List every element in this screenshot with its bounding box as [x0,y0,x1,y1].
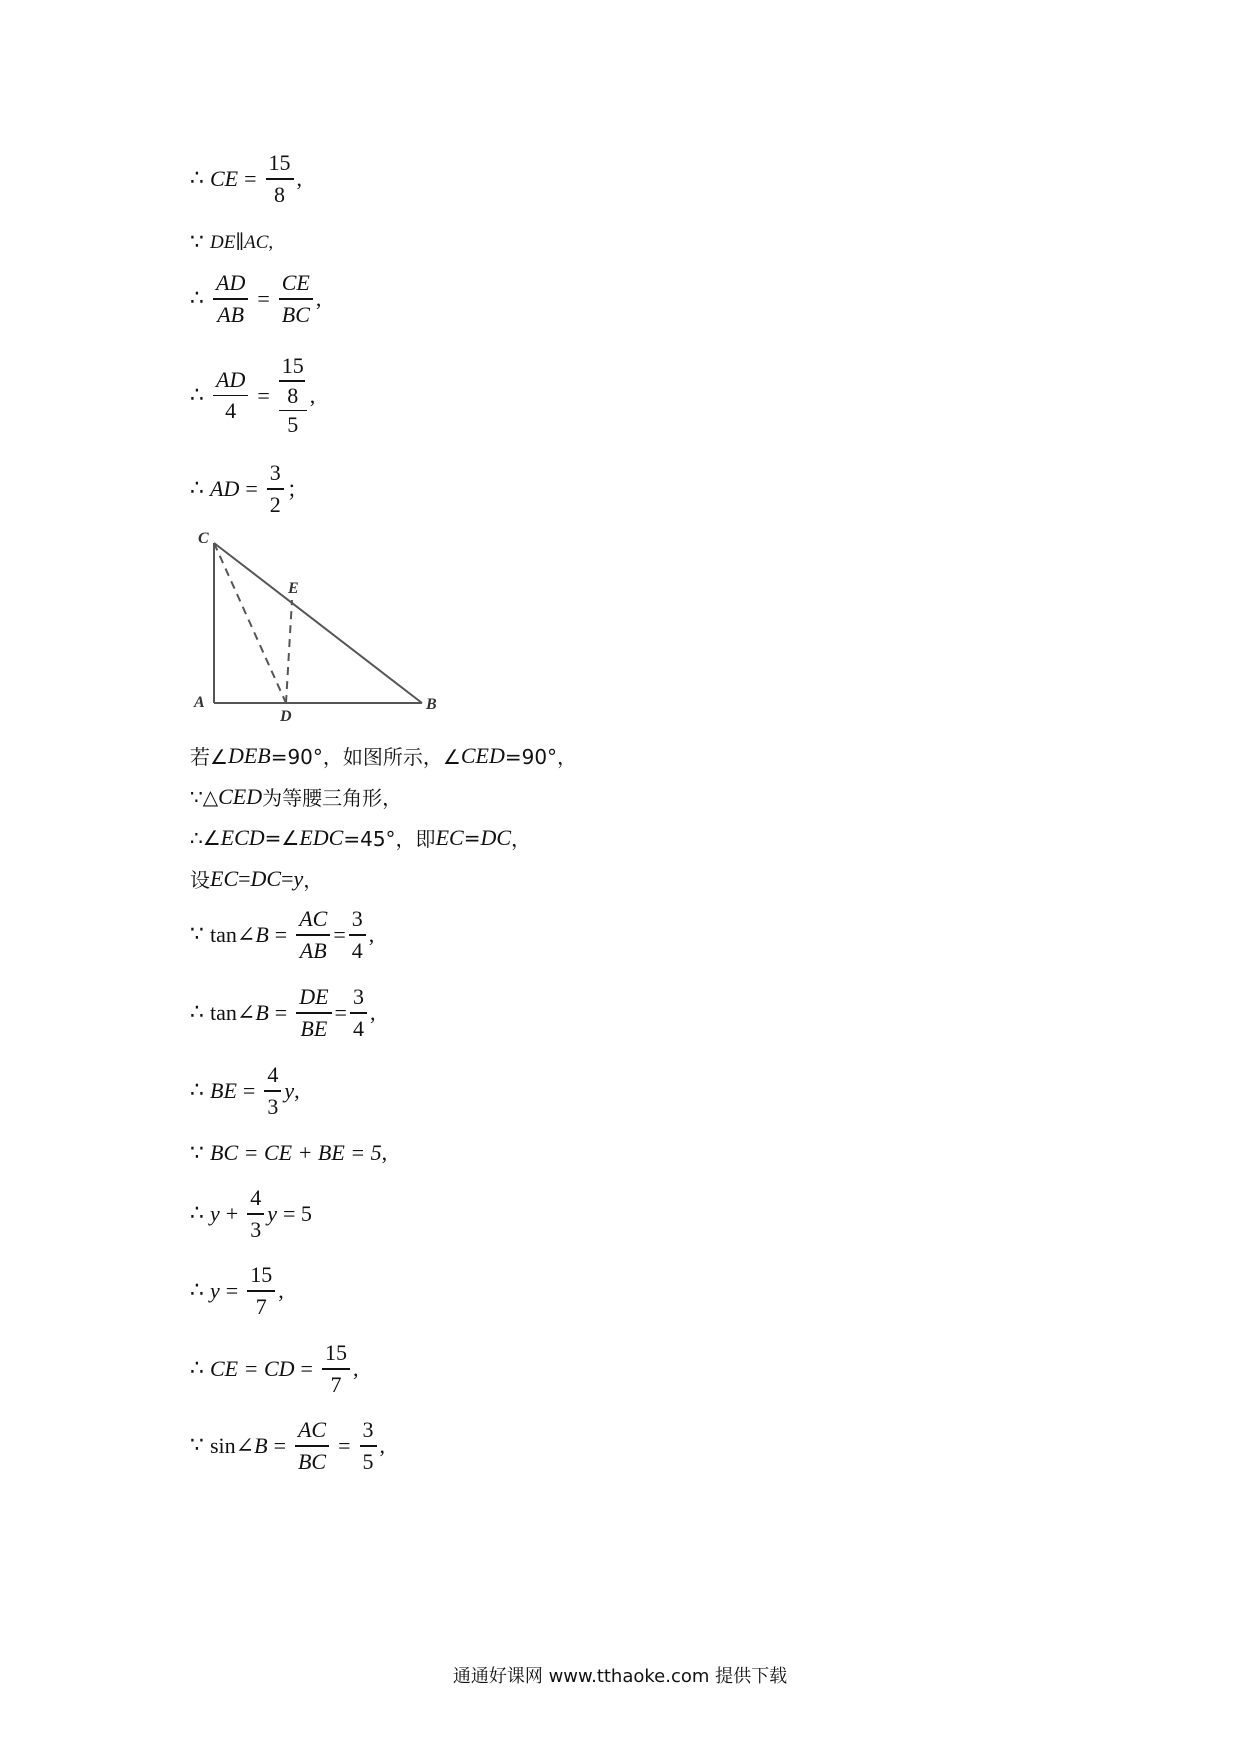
numerator: 3 [362,1417,374,1442]
step-tan-b-1 [190,904,374,966]
equals: = [274,921,288,947]
fraction [279,268,313,330]
numerator: 15 [250,1262,273,1287]
because-symbol: ∵ [190,1433,204,1459]
step-sin-b [190,1415,385,1477]
equation: BC = CE + BE = 5 [210,1140,382,1165]
step-let-y [190,864,323,893]
numerator: 3 [269,460,281,485]
footer-source: 通通好课网 www.tthaoke.com 提供下载 [452,1666,788,1687]
denominator: 5 [287,412,299,437]
therefore-symbol: ∴ [190,1356,204,1382]
numerator: AC [297,1417,327,1442]
punctuation: , [278,1277,284,1303]
step-proportion [190,268,321,330]
therefore-symbol: ∴ [190,383,204,408]
text: =90°， [504,745,578,769]
equals: = [225,1277,239,1303]
fraction [350,982,367,1044]
equals: = [273,1432,286,1458]
numerator: DE [299,984,329,1009]
rest: = 5 [282,1200,312,1226]
text: 若∠ [190,745,228,769]
punctuation: , [381,1140,388,1165]
therefore-symbol: ∴ [190,1078,204,1104]
fraction [360,1415,377,1477]
function: tan∠ [210,999,256,1025]
var: y [293,865,304,891]
equals: = [300,1355,313,1381]
var: DC [480,824,512,850]
function: tan∠ [210,921,256,947]
punctuation: , [309,382,316,408]
therefore-symbol: ∴ [190,1278,204,1304]
denominator: 8 [274,181,286,207]
step-substitution [190,352,315,439]
var: y [284,1077,295,1103]
step-tan-b-2 [190,982,375,1044]
step-bc-sum [190,1140,387,1166]
therefore-symbol: ∴ [190,1000,204,1026]
var: EDC [299,824,344,850]
fraction [349,904,366,966]
segment-de-dashed [286,600,292,703]
var: y [267,1200,277,1226]
fraction [213,268,248,330]
lhs: CE = CD [210,1355,295,1381]
equals: = [244,165,257,191]
because-symbol: ∵ [190,230,204,255]
denominator: 4 [351,937,363,963]
fraction [322,1338,350,1400]
label-a: A [194,694,205,711]
punctuation: , [315,285,322,311]
var: B [255,999,269,1025]
numerator: 15 [324,1340,347,1365]
text: =90°，如图所示，∠ [270,745,461,769]
lhs: CE [210,165,239,191]
label-c: C [198,530,209,547]
var: EC [435,824,464,850]
fraction [295,1415,329,1477]
plus: + [225,1200,239,1226]
lhs: BE [210,1077,237,1103]
therefore-symbol: ∴ [190,166,204,192]
fraction [247,1183,264,1245]
step-equation-y [190,1183,312,1245]
var: B [254,1432,268,1458]
step-isosceles [190,782,402,811]
var: ECD [220,824,265,850]
text: ， [511,827,532,851]
numerator: 3 [351,906,363,931]
step-ce-cd-value [190,1338,358,1400]
denominator: AB [217,301,245,327]
lhs: y [210,1277,220,1303]
because-symbol: ∵ [190,922,204,948]
triangle-diagram [188,525,468,725]
text: = [463,825,481,850]
therefore-symbol: ∴ [190,1201,204,1227]
equals: = [257,285,270,311]
equals: = [242,1077,256,1103]
denominator: 3 [267,1093,279,1119]
step-y-value [190,1260,284,1322]
numerator: 4 [250,1185,262,1210]
fraction [247,1260,275,1322]
because-triangle: ∵△ [190,784,219,809]
denominator: 8 [287,382,299,408]
function: sin∠ [210,1432,255,1458]
segment-cd-dashed [214,543,286,703]
punctuation: , [369,999,376,1025]
denominator: AB [299,937,327,963]
var: B [255,921,269,947]
equals: = [338,1432,351,1458]
punctuation: ； [286,477,309,503]
punctuation: , [296,165,303,191]
var: y [210,1200,220,1226]
denominator: BE [300,1015,328,1041]
denominator: 3 [250,1216,262,1242]
lhs: AD [210,475,240,501]
angle-var: DEB [227,742,271,768]
numerator: AD [216,366,246,392]
denominator: 7 [330,1371,342,1397]
var: DC [250,865,282,891]
punctuation: , [294,1077,300,1103]
fraction [296,904,330,966]
step-be-value [190,1060,300,1122]
step-parallel [190,230,273,255]
text: =45°，即 [343,827,436,851]
punctuation: , [352,1355,359,1381]
equals: = [257,382,270,408]
numerator: 4 [267,1062,279,1087]
var: EC [210,865,239,891]
numerator: CE [281,270,310,295]
fraction [264,1060,281,1122]
numerator: AC [299,906,328,931]
therefore-angle: ∴∠ [190,825,221,850]
therefore-symbol: ∴ [190,286,204,312]
equals: = [334,999,347,1025]
angle-var: CED [460,742,505,768]
therefore-symbol: ∴ [190,476,204,502]
punctuation: , [368,921,375,947]
step-ad-value [190,458,309,520]
text: = [281,865,294,891]
denominator: 7 [255,1293,267,1319]
fraction [213,365,248,427]
equals: = [333,921,346,947]
label-d: D [280,708,292,725]
label-e: E [288,580,299,597]
because-symbol: ∵ [190,1140,204,1166]
equals: = [245,475,258,501]
numerator: 3 [352,984,364,1009]
fraction [267,458,284,520]
label-b: B [426,696,437,713]
fraction [296,982,331,1044]
equals: = [274,999,288,1025]
text: ， [303,868,324,892]
denominator: BC [281,301,310,327]
text: = [238,865,251,891]
numerator: 15 [281,353,304,378]
numerator: 15 [268,150,291,175]
text: 为等腰三角形， [262,786,403,810]
compound-fraction [279,352,307,439]
inner-fraction [279,352,307,410]
step-45-degrees [190,823,531,852]
denominator: 5 [362,1448,374,1474]
step-ce-value [190,148,302,210]
denominator: 4 [225,398,237,424]
triangle-var: CED [218,783,263,809]
segment-cb [214,543,422,703]
fraction [266,148,294,210]
text: =∠ [264,825,300,850]
denominator: 2 [269,491,281,517]
punctuation: , [379,1432,386,1458]
statement: DE∥AC [210,232,269,253]
denominator: BC [297,1448,327,1474]
text: 设 [190,868,210,892]
punctuation: , [268,231,274,253]
case-deb-90 [190,741,577,770]
numerator: AD [216,270,246,295]
denominator: 4 [352,1015,364,1041]
